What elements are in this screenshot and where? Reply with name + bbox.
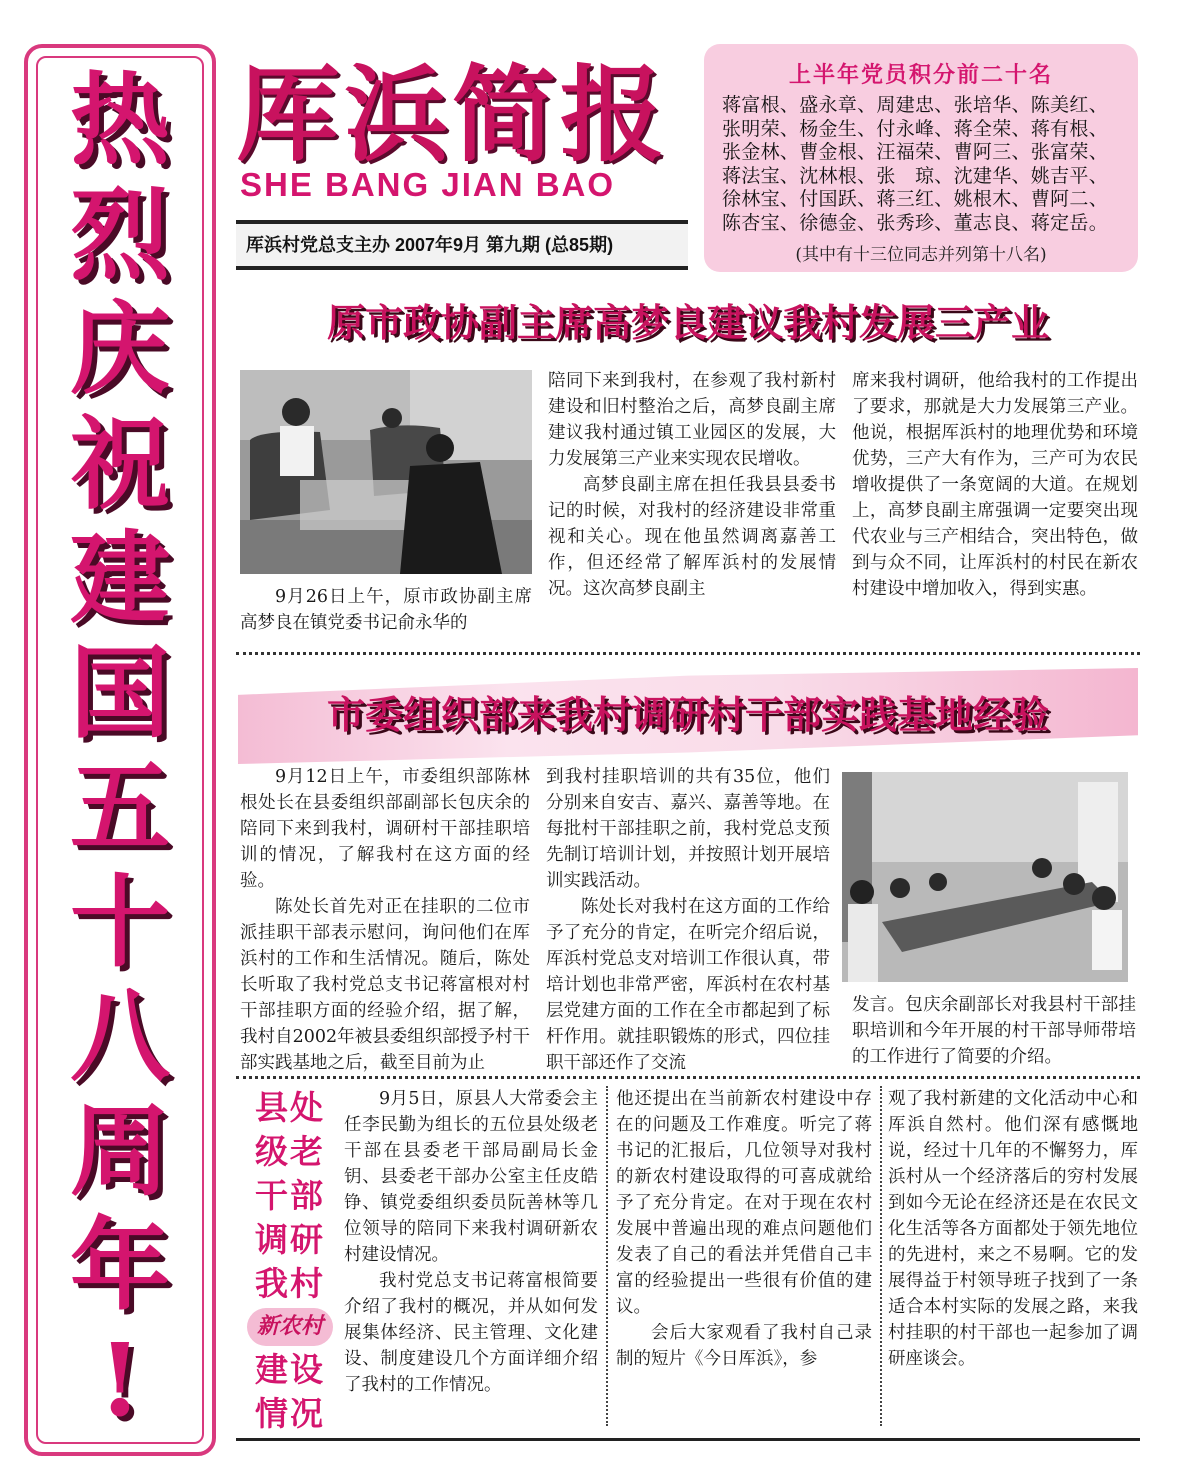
side-title-line: 情况 — [255, 1394, 325, 1433]
article3-paragraph: 我村党总支书记蒋富根简要介绍了我村的概况，并从如何发展集体经济、民主管理、文化建设、制度建设几个方面详细介绍了我村的工作情况。 — [344, 1271, 598, 1395]
newspaper-title: 厍浜简报 — [236, 53, 669, 176]
page-bottom-rule — [236, 1438, 1140, 1441]
side-title-line: 干部 — [255, 1176, 325, 1215]
ranking-list — [722, 94, 1132, 235]
section-divider — [236, 1076, 1140, 1079]
conference-photo-image — [842, 772, 1128, 982]
side-title-line: 级老 — [255, 1132, 325, 1171]
issue-info: 厍浜村党总支主办 2007年9月 第九期 (总85期) — [246, 235, 614, 255]
celebration-banner — [36, 61, 204, 1439]
ranking-line: 陈杏宝、徐德金、张秀珍、董志良、蒋定岳。 — [722, 211, 1109, 234]
column-separator — [606, 1086, 608, 1426]
article1-paragraph: 9月26日上午，原市政协副主席高梦良在镇党委书记俞永华的 — [240, 587, 532, 633]
article1-column-3 — [852, 368, 1138, 602]
article3-paragraph: 会后大家观看了我村自己录制的短片《今日厍浜》，参 — [616, 1323, 872, 1369]
side-title-line: 建设 — [255, 1350, 325, 1389]
article3-column-1 — [344, 1086, 598, 1398]
article2-paragraph: 到我村挂职培训的共有35位，他们分别来自安吉、嘉兴、嘉善等地。在每批村干部挂职之前，我村党总支预先制订培训计划，并按照计划开展培训实践活动。 — [546, 767, 830, 891]
banner-char: 年 — [70, 1206, 170, 1325]
newspaper-title-english: SHE BANG JIAN BAO — [240, 166, 616, 203]
article2-headline: 市委组织部来我村调研村干部实践基地经验 — [326, 693, 1049, 737]
article2-paragraph: 陈处长首先对正在挂职的二位市派挂职干部表示慰问，询问他们在厍浜村的工作和生活情况。随后，陈处长听取了我村党总支书记蒋富根对村干部挂职方面的经验介绍，据了解，我村自2002年被县委组织部授予村干部实践基地之后，截至目前为止 — [240, 897, 530, 1073]
article3-paragraph: 他还提出在当前新农村建设中存在的问题及工作难度。听完了蒋书记的汇报后，几位领导对我村的新农村建设取得的可喜成就给予了充分肯定。在对于现在农村发展中普遍出现的难点问题他们发表了自己的看法并凭借自己丰富的经验提出一些很有价值的建议。 — [616, 1089, 872, 1317]
banner-char: 烈 — [70, 175, 170, 294]
article1-headline: 原市政协副主席高梦良建议我村发展三产业 — [326, 301, 1049, 345]
article2-column-3 — [852, 992, 1136, 1070]
banner-char: 庆 — [70, 290, 170, 409]
article1-column-1 — [240, 584, 532, 636]
side-title-line: 县处 — [255, 1088, 325, 1127]
article1-paragraph: 陪同下来到我村，在参观了我村新村建设和旧村整治之后，高梦良副主席建议我村通过镇工业园区的发展，大力发展第三产业来实现农民增收。 — [548, 371, 836, 469]
ranking-line: 蒋富根、盛永章、周建忠、张培华、陈美红、 — [722, 94, 1109, 116]
article1-paragraph: 高梦良副主席在担任我县县委书记的时候，对我村的经济建设非常重视和关心。现在他虽然调离嘉善工作，但还经常了解厍浜村的发展情况。这次高梦良副主 — [548, 475, 836, 599]
banner-char: 五 — [70, 748, 170, 867]
banner-char: 建 — [70, 519, 170, 638]
banner-char: 祝 — [70, 404, 170, 523]
column-separator — [880, 1086, 882, 1426]
article3-column-2 — [616, 1086, 872, 1372]
article2-paragraph: 陈处长对我村在这方面的工作给予了充分的肯定，在听完介绍后说，厍浜村党总支对培训工作很认真，带培计划也非常严密，厍浜村在农村基层党建方面的工作在全市都起到了标杆作用。就挂职锻炼的形式，四位挂职干部还作了交流 — [546, 897, 830, 1073]
side-title-line: 我村 — [255, 1264, 325, 1303]
article1-photo — [240, 370, 532, 574]
banner-char: 八 — [70, 977, 170, 1096]
ranking-line: 张金林、曹金根、汪福荣、曹阿三、张富荣、 — [722, 141, 1109, 163]
article3-side-title — [240, 1086, 340, 1433]
article2-paragraph: 发言。包庆余副部长对我县村干部挂职培训和今年开展的村干部导师带培的工作进行了简要的介绍。 — [852, 995, 1136, 1067]
ranking-line: 张明荣、杨金生、付永峰、蒋全荣、蒋有根、 — [722, 117, 1109, 140]
article2-photo — [842, 772, 1128, 982]
article3-paragraph: 观了我村新建的文化活动中心和厍浜自然村。他们深有感慨地说，经过十几年的不懈努力，厍浜村从一个经济落后的穷村发展到如今无论在经济还是在农民文化生活等各方面都处于领先地位的先进村，来之不易啊。它的发展得益于村领导班子找到了一条适合本村实际的发展之路，来我村挂职的村干部也一起参加了调研座谈会。 — [888, 1089, 1138, 1369]
article2-column-2 — [546, 764, 830, 1076]
side-title-oval: 新农村 — [247, 1308, 333, 1346]
side-title-line: 调研 — [255, 1220, 325, 1259]
ranking-line: 徐林宝、付国跃、蒋三红、姚根木、曹阿二、 — [722, 188, 1109, 210]
article3-paragraph: 9月5日，原县人大常委会主任李民勤为组长的五位县处级老干部在县委老干部局副局长金钥、县委老干部办公室主任皮皓铮、镇党委组织委员阮善林等几位领导的陪同下来我村调研新农村建设情况。 — [344, 1089, 598, 1265]
section-divider — [236, 652, 1140, 655]
banner-char: 十 — [70, 862, 170, 981]
banner-char: 热 — [70, 61, 170, 179]
article1-column-2 — [548, 368, 836, 602]
ranking-note: (其中有十三位同志并列第十八名) — [795, 245, 1047, 265]
ranking-line: 蒋法宝、沈林根、张 琼、沈建华、姚吉平、 — [722, 164, 1109, 187]
article1-paragraph: 席来我村调研，他给我村的工作提出了要求，那就是大力发展第三产业。他说，根据厍浜村的地理优势和环境优势，三产大有作为，三产可为农民增收提供了一条宽阔的大道。在规划上，高梦良副主席强调一定要突出现代农业与三产相结合，突出特色，做到与众不同，让厍浜村的村民在新农村建设中增加收入，得到实惠。 — [852, 371, 1138, 599]
article2-column-1 — [240, 764, 530, 1076]
banner-char: 周 — [70, 1091, 170, 1210]
banner-char: ! — [98, 1320, 142, 1439]
banner-char: 国 — [70, 633, 170, 752]
ranking-title: 上半年党员积分前二十名 — [788, 63, 1053, 88]
meeting-photo-image — [240, 370, 532, 574]
article3-column-3 — [888, 1086, 1138, 1372]
article2-paragraph: 9月12日上午，市委组织部陈林根处长在县委组织部副部长包庆余的陪同下来到我村，调研村干部挂职培训的情况，了解我村在这方面的经验。 — [240, 767, 530, 891]
